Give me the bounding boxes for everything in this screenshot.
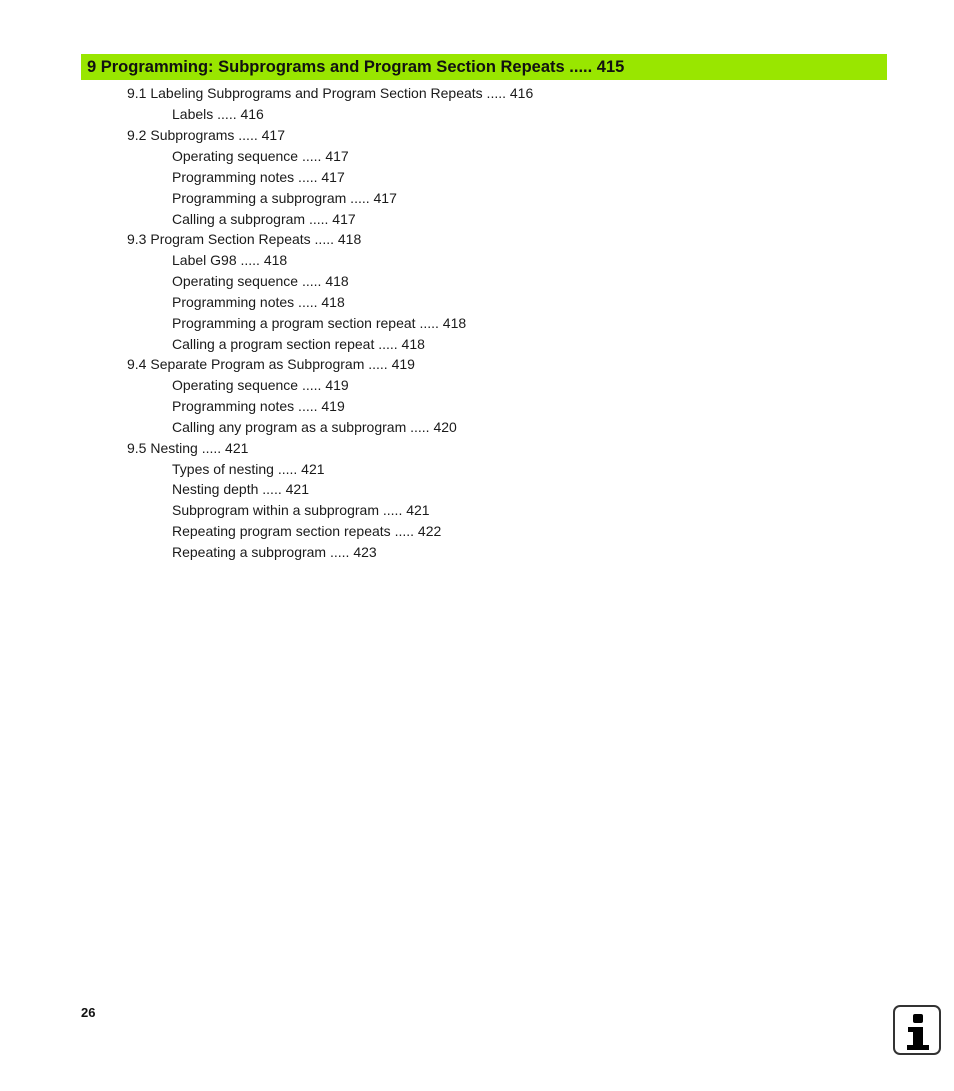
- info-icon-serif-bottom: [907, 1045, 929, 1050]
- toc-entry[interactable]: Label G98 ..... 418: [172, 252, 288, 268]
- chapter-title[interactable]: 9 Programming: Subprograms and Program Section Repeats ..... 415: [87, 57, 625, 76]
- toc-entry[interactable]: Labels ..... 416: [172, 106, 264, 122]
- toc-entry[interactable]: Calling a subprogram ..... 417: [172, 211, 356, 227]
- toc-entry[interactable]: Operating sequence ..... 417: [172, 148, 349, 164]
- toc-entry[interactable]: Calling any program as a subprogram ..... 420: [172, 419, 457, 435]
- page-number: 26: [81, 1005, 96, 1020]
- info-icon: [893, 1005, 941, 1055]
- toc-section-9-5[interactable]: 9.5 Nesting ..... 421: [127, 440, 249, 456]
- toc-entry[interactable]: Subprogram within a subprogram ..... 421: [172, 502, 430, 518]
- toc-section-9-4[interactable]: 9.4 Separate Program as Subprogram ..... 419: [127, 356, 415, 372]
- toc-section-9-2[interactable]: 9.2 Subprograms ..... 417: [127, 127, 285, 143]
- toc-entry[interactable]: Programming a program section repeat ..... 418: [172, 315, 467, 331]
- toc-entry[interactable]: Nesting depth ..... 421: [172, 481, 309, 497]
- toc-entry[interactable]: Calling a program section repeat ..... 418: [172, 336, 425, 352]
- toc-entry[interactable]: Operating sequence ..... 419: [172, 377, 349, 393]
- toc-entry[interactable]: Repeating program section repeats ..... 422: [172, 523, 442, 539]
- toc-entry[interactable]: Programming a subprogram ..... 417: [172, 190, 397, 206]
- info-icon-serif-top: [908, 1027, 916, 1032]
- toc-entry[interactable]: Repeating a subprogram ..... 423: [172, 544, 377, 560]
- toc-entry[interactable]: Programming notes ..... 418: [172, 294, 345, 310]
- chapter-header-bar: [81, 54, 887, 80]
- toc-entry[interactable]: Programming notes ..... 417: [172, 169, 345, 185]
- toc-section-9-3[interactable]: 9.3 Program Section Repeats ..... 418: [127, 231, 362, 247]
- toc-entry[interactable]: Types of nesting ..... 421: [172, 461, 325, 477]
- toc-entry[interactable]: Programming notes ..... 419: [172, 398, 345, 414]
- toc-entry[interactable]: Operating sequence ..... 418: [172, 273, 349, 289]
- info-icon-dot: [913, 1014, 923, 1023]
- toc-section-9-1[interactable]: 9.1 Labeling Subprograms and Program Section Repeats ..... 416: [127, 85, 534, 101]
